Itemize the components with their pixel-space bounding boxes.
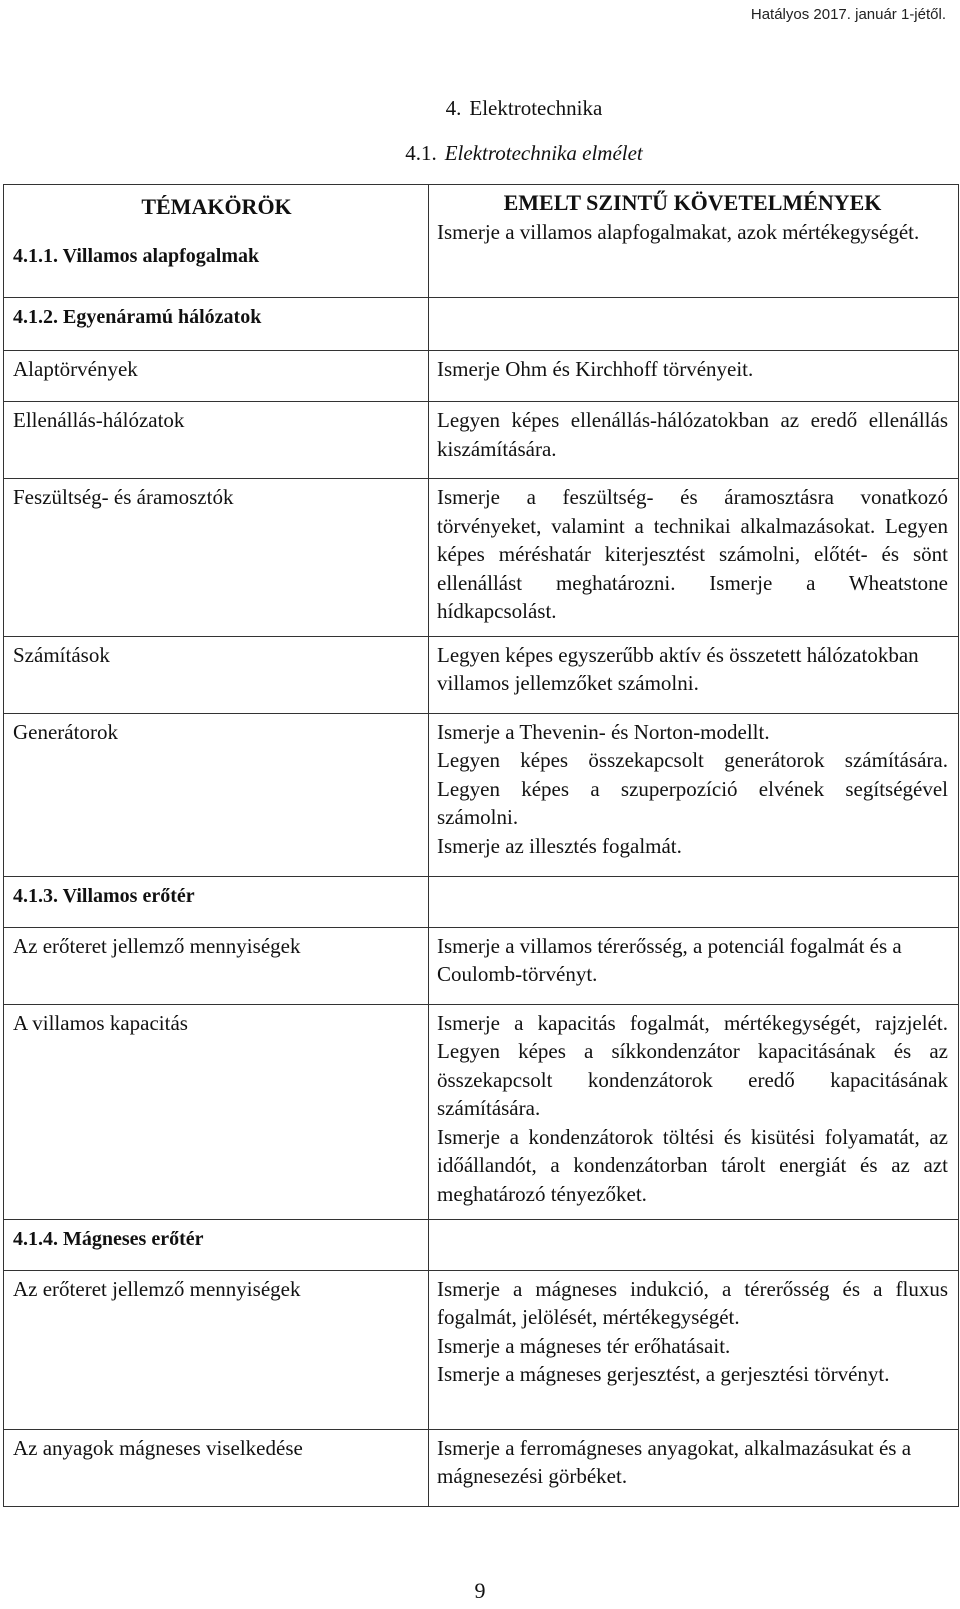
section-title [44, 96, 960, 121]
table-cell-left [4, 636, 429, 713]
table-cell-right [429, 1219, 959, 1270]
table-cell-right [429, 927, 959, 1004]
table-row [4, 1270, 959, 1429]
requirement-text: Ismerje a mágneses indukció, a térerősség és a fluxus fogalmát, jelölését, mértékegységét. [437, 1276, 948, 1329]
subsection-number: 4.1. [405, 141, 437, 165]
table-cell-left [4, 1219, 429, 1270]
table-cell-right [429, 351, 959, 402]
table-cell-right [429, 1004, 959, 1219]
requirement-text: Legyen képes egyszerűbb aktív és összetett hálózatokban villamos jellemzőket számolni. [437, 642, 919, 695]
requirement-text: Ismerje a villamos térerősség, a potenciál fogalmát és a Coulomb-törvényt. [437, 933, 902, 986]
topic-label: Feszültség- és áramosztók [13, 485, 234, 509]
table-cell-left [4, 713, 429, 876]
table-cell-right [429, 1429, 959, 1506]
table-row [4, 298, 959, 351]
requirement-text: Legyen képes összekapcsolt generátorok számítására. Legyen képes a szuperpozíció elvének segítségével számolni. [437, 748, 948, 829]
table-row [4, 876, 959, 927]
section-number: 4. [445, 96, 462, 120]
topic-label: Az anyagok mágneses viselkedése [13, 1435, 303, 1460]
table-row [4, 1219, 959, 1270]
page-number: 9 [474, 1578, 486, 1603]
topic-label: Ellenállás-hálózatok [13, 408, 185, 432]
topic-label: Számítások [13, 642, 110, 667]
table-cell-right [429, 713, 959, 876]
requirement-text: Ismerje a villamos alapfogalmakat, azok mértékegységét. [437, 219, 920, 244]
requirement-text: Ismerje a Thevenin- és Norton-modellt. [437, 719, 770, 744]
table-cell-left [4, 1004, 429, 1219]
topic-heading: 4.1.1. Villamos alapfogalmak [13, 244, 260, 267]
requirement-text: Ismerje a kondenzátorok töltési és kisütési folyamatát, az időállandót, a kondenzátorban tárolt energiát és az azt meghatározó tényezőket. [437, 1124, 948, 1206]
table-cell-right [429, 1270, 959, 1429]
requirement-text: Ismerje az illesztés fogalmát. [437, 833, 682, 858]
subsection-title [44, 141, 960, 166]
table-cell-left [4, 927, 429, 1004]
table-cell-left [4, 185, 429, 298]
requirement-text: Ismerje a feszültség- és áramosztásra vonatkozó törvényeket, valamint a technikai alkalmazásokat. Legyen képes méréshatár kiterjesztést számolni, előtét- és sönt ellenállást meghatározni. Ismerje a Wheatstone hídkapcsolást. [437, 485, 948, 623]
requirement-text: Ismerje a kapacitás fogalmát, mértékegységét, rajzjelét. Legyen képes a síkkondenzátor kapacitásának és az összekapcsolt kondenzátorok eredő kapacitásának számítására. [437, 1010, 948, 1120]
table-cell-left [4, 402, 429, 479]
table-row [4, 402, 959, 479]
topic-heading: 4.1.2. Egyenáramú hálózatok [13, 306, 262, 328]
topic-label: A villamos kapacitás [13, 1010, 188, 1035]
requirement-text: Ismerje a ferromágneses anyagokat, alkalmazásukat és a mágnesezési görbéket. [437, 1435, 912, 1488]
table-row [4, 351, 959, 402]
requirement-text: Ismerje a mágneses gerjesztést, a gerjesztési törvényt. [437, 1362, 890, 1386]
table-cell-left [4, 479, 429, 637]
requirements-table [3, 184, 959, 1507]
header-effective-date: Hatályos 2017. január 1-jétől. [750, 6, 946, 23]
topic-label: Az erőteret jellemző mennyiségek [13, 933, 301, 958]
table-cell-left [4, 1270, 429, 1429]
table-row [4, 1004, 959, 1219]
section-title-text: Elektrotechnika [469, 96, 603, 120]
table-cell-left [4, 876, 429, 927]
table-cell-right [429, 479, 959, 637]
requirement-text: Legyen képes ellenállás-hálózatokban az eredő ellenállás kiszámítására. [437, 408, 948, 461]
table-row [4, 636, 959, 713]
table-cell-right [429, 298, 959, 351]
table-row [4, 713, 959, 876]
topic-label: Az erőteret jellemző mennyiségek [13, 1276, 301, 1301]
subsection-title-text: Elektrotechnika elmélet [444, 141, 643, 165]
table-row [4, 927, 959, 1004]
column-header-topics: TÉMAKÖRÖK [141, 194, 292, 219]
table-cell-right [429, 402, 959, 479]
table-row [4, 185, 959, 298]
table-cell-left [4, 1429, 429, 1506]
table-cell-right [429, 185, 959, 298]
column-header-requirements: EMELT SZINTŰ KÖVETELMÉNYEK [503, 190, 882, 215]
table-cell-left [4, 298, 429, 351]
table-cell-left [4, 351, 429, 402]
table-row [4, 1429, 959, 1506]
table-row [4, 479, 959, 637]
requirement-text: Ismerje Ohm és Kirchhoff törvényeit. [437, 357, 754, 381]
topic-label: Alaptörvények [13, 357, 138, 381]
topic-label: Generátorok [13, 719, 118, 744]
table-cell-right [429, 876, 959, 927]
topic-heading: 4.1.4. Mágneses erőtér [13, 1227, 204, 1250]
table-cell-right [429, 636, 959, 713]
requirement-text: Ismerje a mágneses tér erőhatásait. [437, 1333, 731, 1358]
topic-heading: 4.1.3. Villamos erőtér [13, 884, 195, 907]
